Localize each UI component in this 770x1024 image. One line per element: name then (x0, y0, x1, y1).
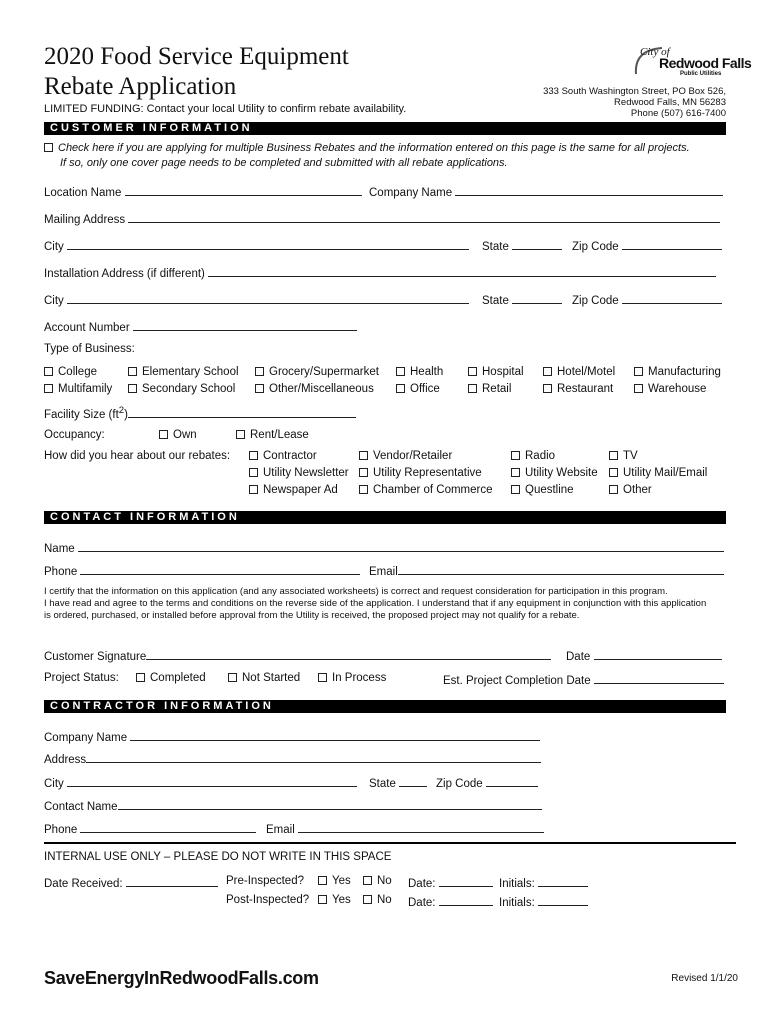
checkbox[interactable] (609, 485, 618, 494)
contractor-email-field[interactable] (298, 821, 544, 833)
location-name-label: Location Name (44, 187, 122, 199)
contractor-section-header: CONTRACTOR INFORMATION (44, 700, 726, 713)
project-status-label: Project Status: (44, 672, 119, 684)
post-initials-label: Initials: (499, 897, 535, 909)
option-label: Secondary School (142, 383, 236, 395)
state-label: State (482, 241, 509, 253)
customer-section-header: CUSTOMER INFORMATION (44, 122, 726, 135)
mailing-address-row (44, 211, 720, 226)
contact-section-header: CONTACT INFORMATION (44, 511, 726, 524)
pre-date-row (408, 875, 493, 890)
business-manufacturing[interactable] (634, 366, 721, 378)
date-received-row (44, 875, 218, 890)
contractor-contact-field[interactable] (118, 798, 542, 810)
checkbox[interactable] (468, 367, 477, 376)
option-label: In Process (332, 672, 387, 684)
checkbox[interactable] (255, 367, 264, 376)
option-label: Radio (525, 450, 556, 462)
city-row (44, 238, 469, 253)
status-in-process[interactable] (318, 672, 386, 684)
business-warehouse[interactable] (634, 383, 706, 395)
type-of-business-label: Type of Business: (44, 343, 135, 355)
form-title-line2: Rebate Application (44, 73, 237, 100)
checkbox[interactable] (228, 673, 237, 682)
business-health[interactable] (396, 366, 443, 378)
est-completion-row (443, 672, 724, 687)
option-label: Elementary School (142, 366, 239, 378)
post-date-field[interactable] (439, 894, 493, 906)
install-city-label: City (44, 295, 64, 307)
contractor-city-field[interactable] (67, 775, 357, 787)
facility-size-sup: 2 (118, 405, 125, 416)
contractor-email-label: Email (266, 824, 295, 836)
install-state-label: State (482, 295, 509, 307)
option-label: Vendor/Retailer (373, 450, 453, 462)
status-completed[interactable] (136, 672, 206, 684)
occupancy-own[interactable] (159, 429, 197, 441)
contact-phone-field[interactable] (80, 563, 360, 575)
hear-utility-rep[interactable] (359, 467, 482, 479)
option-label: Own (173, 429, 197, 441)
contractor-zip-field[interactable] (486, 775, 538, 787)
signature-date-label: Date (566, 651, 591, 663)
contractor-city-row (44, 775, 357, 790)
option-label: Warehouse (648, 383, 707, 395)
internal-divider (44, 842, 736, 844)
business-other[interactable] (255, 383, 374, 395)
business-elementary-school[interactable] (128, 366, 239, 378)
option-label: Health (410, 366, 444, 378)
pre-inspected-yes[interactable] (318, 875, 351, 887)
option-label: Rent/Lease (250, 429, 309, 441)
business-office[interactable] (396, 383, 440, 395)
mailing-address-label: Mailing Address (44, 214, 126, 226)
install-state-field[interactable] (512, 292, 562, 304)
business-multifamily[interactable] (44, 383, 112, 395)
internal-heading: INTERNAL USE ONLY – PLEASE DO NOT WRITE IN THIS SPACE (44, 851, 392, 863)
est-completion-label: Est. Project Completion Date (443, 675, 591, 687)
checkbox[interactable] (249, 451, 258, 460)
option-label: Manufacturing (648, 366, 721, 378)
install-city-row (44, 292, 469, 307)
option-label: No (377, 894, 392, 906)
city-label: City (44, 241, 64, 253)
option-label: Hotel/Motel (557, 366, 616, 378)
checkbox[interactable] (136, 673, 145, 682)
option-label: Questline (525, 484, 574, 496)
zip-field[interactable] (622, 238, 722, 250)
option-label: Completed (150, 672, 206, 684)
post-inspected-yes[interactable] (318, 894, 351, 906)
multi-rebate-checkbox[interactable] (44, 143, 53, 152)
option-label: No (377, 875, 392, 887)
pre-inspected-label: Pre-Inspected? (226, 875, 304, 887)
checkbox[interactable] (359, 485, 368, 494)
redwood-falls-logo (632, 44, 752, 80)
utility-address (543, 86, 726, 119)
website-link[interactable]: SaveEnergyInRedwoodFalls.com (44, 968, 319, 988)
checkbox[interactable] (396, 367, 405, 376)
hear-other[interactable] (609, 484, 652, 496)
hear-utility-mail[interactable] (609, 467, 707, 479)
contractor-state-label: State (369, 778, 396, 790)
contractor-zip-label: Zip Code (436, 778, 483, 790)
company-name-row (369, 184, 723, 199)
checkbox[interactable] (318, 876, 327, 885)
contact-email-field[interactable] (398, 563, 724, 575)
checkbox[interactable] (236, 430, 245, 439)
installation-address-label: Installation Address (if different) (44, 268, 205, 280)
certification-text (44, 586, 706, 622)
option-label: Not Started (242, 672, 301, 684)
checkbox[interactable] (543, 384, 552, 393)
mailing-address-field[interactable] (128, 211, 720, 223)
checkbox[interactable] (249, 468, 258, 477)
option-label: Utility Mail/Email (623, 467, 708, 479)
checkbox[interactable] (543, 367, 552, 376)
date-received-label: Date Received: (44, 878, 123, 890)
logo-name: Redwood Falls (659, 55, 752, 71)
hear-chamber[interactable] (359, 484, 493, 496)
option-label: Restaurant (557, 383, 614, 395)
checkbox[interactable] (255, 384, 264, 393)
install-zip-field[interactable] (622, 292, 722, 304)
multi-rebate-note-line2: If so, only one cover page needs to be completed and submitted with all rebate applications. (60, 157, 508, 169)
contractor-address-label: Address (44, 754, 87, 766)
option-label: Yes (332, 875, 351, 887)
checkbox[interactable] (468, 384, 477, 393)
facility-size-row (44, 405, 356, 421)
checkbox[interactable] (511, 451, 520, 460)
contractor-company-label: Company Name (44, 732, 128, 744)
option-label: TV (623, 450, 638, 462)
contractor-zip-row (436, 775, 538, 790)
post-date-row (408, 894, 493, 909)
install-state-row (482, 292, 562, 307)
checkbox[interactable] (318, 895, 327, 904)
option-label: Other/Miscellaneous (269, 383, 374, 395)
option-label: Yes (332, 894, 351, 906)
checkbox[interactable] (44, 384, 53, 393)
option-label: Hospital (482, 366, 524, 378)
logo-city-of: City of (640, 46, 670, 58)
state-row (482, 238, 562, 253)
certify-line1: I certify that the information on this application (and any associated worksheets) is correct and request consideration for participation in this program. (44, 586, 668, 597)
pre-initials-field[interactable] (538, 875, 588, 887)
option-label: Contractor (263, 450, 317, 462)
checkbox[interactable] (159, 430, 168, 439)
install-city-field[interactable] (67, 292, 469, 304)
post-date-label: Date: (408, 897, 436, 909)
install-zip-label: Zip Code (572, 295, 619, 307)
contractor-phone-field[interactable] (80, 821, 256, 833)
limited-funding-note: LIMITED FUNDING: Contact your local Utility to confirm rebate availability. (44, 103, 407, 115)
option-label: Retail (482, 383, 512, 395)
certify-line2: I have read and agree to the terms and conditions on the reverse side of the application. I understand that if any equipment in conjunction with this application (44, 598, 707, 609)
contractor-contact-row (44, 798, 542, 813)
hear-utility-website[interactable] (511, 467, 598, 479)
installation-address-field[interactable] (208, 265, 716, 277)
hear-vendor[interactable] (359, 450, 452, 462)
signature-date-field[interactable] (594, 648, 722, 660)
hear-newspaper[interactable] (249, 484, 338, 496)
checkbox[interactable] (249, 485, 258, 494)
multi-rebate-note-line1: Check here if you are applying for multiple Business Rebates and the information entered on this page is the same for all projects. (58, 142, 690, 154)
zip-label: Zip Code (572, 241, 619, 253)
hear-about-label: How did you hear about our rebates: (44, 450, 231, 462)
option-label: College (58, 366, 97, 378)
facility-size-field[interactable] (128, 406, 356, 418)
contractor-phone-label: Phone (44, 824, 78, 836)
install-zip-row (572, 292, 722, 307)
contractor-email-row (266, 821, 544, 836)
checkbox[interactable] (609, 451, 618, 460)
facility-size-label: Facility Size (ft (44, 408, 119, 421)
contractor-address-field[interactable] (86, 751, 541, 763)
form-title-line1: 2020 Food Service Equipment (44, 43, 349, 70)
signature-label: Customer Signature (44, 651, 147, 663)
option-label: Other (623, 484, 652, 496)
post-initials-row (499, 894, 588, 909)
contact-name-label: Name (44, 543, 75, 555)
checkbox[interactable] (634, 367, 643, 376)
pre-date-field[interactable] (439, 875, 493, 887)
checkbox[interactable] (359, 468, 368, 477)
contractor-phone-row (44, 821, 256, 836)
status-not-started[interactable] (228, 672, 300, 684)
checkbox[interactable] (511, 468, 520, 477)
pre-initials-row (499, 875, 588, 890)
installation-address-row (44, 265, 716, 280)
est-completion-field[interactable] (594, 672, 724, 684)
contractor-state-row (369, 775, 427, 790)
option-label: Grocery/Supermarket (269, 366, 379, 378)
location-name-field[interactable] (125, 184, 362, 196)
location-name-row (44, 184, 362, 199)
pre-date-label: Date: (408, 878, 436, 890)
company-name-field[interactable] (455, 184, 723, 196)
checkbox[interactable] (363, 895, 372, 904)
option-label: Office (410, 383, 440, 395)
account-number-field[interactable] (133, 319, 357, 331)
zip-row (572, 238, 722, 253)
multi-rebate-check[interactable] (44, 142, 690, 154)
option-label: Newspaper Ad (263, 484, 338, 496)
pre-initials-label: Initials: (499, 878, 535, 890)
address-line1: 333 South Washington Street, PO Box 526, (543, 86, 726, 97)
post-inspected-no[interactable] (363, 894, 392, 906)
post-inspected-label: Post-Inspected? (226, 894, 310, 906)
facility-size-close: ) (124, 408, 128, 421)
hear-utility-newsletter[interactable] (249, 467, 349, 479)
business-hospital[interactable] (468, 366, 524, 378)
contact-name-row (44, 540, 724, 555)
contact-phone-row (44, 563, 360, 578)
logo-subtitle: Public Utilities (680, 71, 722, 77)
business-college[interactable] (44, 366, 97, 378)
contractor-state-field[interactable] (399, 775, 427, 787)
checkbox[interactable] (609, 468, 618, 477)
option-label: Utility Website (525, 467, 598, 479)
contact-email-row (369, 563, 724, 578)
option-label: Multifamily (58, 383, 113, 395)
hear-radio[interactable] (511, 450, 555, 462)
account-number-row (44, 319, 357, 334)
signature-date-row (566, 648, 722, 663)
pre-inspected-no[interactable] (363, 875, 392, 887)
occupancy-label: Occupancy: (44, 429, 105, 441)
checkbox[interactable] (359, 451, 368, 460)
hear-contractor[interactable] (249, 450, 317, 462)
post-initials-field[interactable] (538, 894, 588, 906)
contact-phone-label: Phone (44, 566, 78, 578)
business-hotel-motel[interactable] (543, 366, 615, 378)
contractor-contact-label: Contact Name (44, 801, 118, 813)
hear-questline[interactable] (511, 484, 574, 496)
checkbox[interactable] (128, 384, 137, 393)
contact-name-field[interactable] (78, 540, 724, 552)
revised-date: Revised 1/1/20 (671, 973, 738, 984)
state-field[interactable] (512, 238, 562, 250)
contractor-address-row (44, 751, 541, 766)
checkbox[interactable] (44, 367, 53, 376)
business-restaurant[interactable] (543, 383, 613, 395)
address-line2: Redwood Falls, MN 56283 (614, 97, 726, 108)
contractor-company-row (44, 729, 540, 744)
checkbox[interactable] (128, 367, 137, 376)
business-retail[interactable] (468, 383, 511, 395)
checkbox[interactable] (396, 384, 405, 393)
checkbox[interactable] (511, 485, 520, 494)
occupancy-rent[interactable] (236, 429, 309, 441)
checkbox[interactable] (363, 876, 372, 885)
option-label: Utility Representative (373, 467, 482, 479)
checkbox[interactable] (634, 384, 643, 393)
city-field[interactable] (67, 238, 469, 250)
contact-email-label: Email (369, 566, 398, 578)
date-received-field[interactable] (126, 875, 218, 887)
contractor-company-field[interactable] (130, 729, 540, 741)
company-name-label: Company Name (369, 187, 453, 199)
business-secondary-school[interactable] (128, 383, 235, 395)
business-grocery[interactable] (255, 366, 379, 378)
certify-line3: is ordered, purchased, or installed before approval from the Utility is received, the proposed project may not qualify for a rebate. (44, 610, 580, 621)
option-label: Utility Newsletter (263, 467, 349, 479)
checkbox[interactable] (318, 673, 327, 682)
signature-field[interactable] (146, 648, 551, 660)
address-line3: Phone (507) 616-7400 (630, 108, 726, 119)
signature-row (44, 648, 551, 663)
option-label: Chamber of Commerce (373, 484, 493, 496)
account-number-label: Account Number (44, 322, 130, 334)
contractor-city-label: City (44, 778, 64, 790)
hear-tv[interactable] (609, 450, 638, 462)
